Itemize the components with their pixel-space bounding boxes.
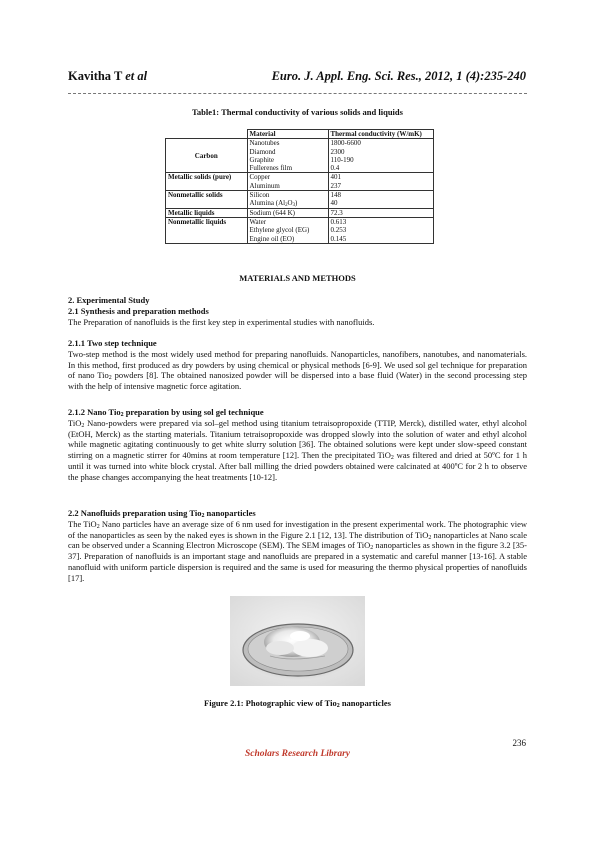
- material-name: Silicon: [249, 191, 270, 200]
- material-name: Aluminum: [249, 181, 280, 190]
- material-name: Graphite: [249, 155, 274, 164]
- table-corner-cell: [166, 130, 248, 139]
- paragraph-sol-gel: TiO$_2$ Nano-powders were prepared via sol–gel method using titanium tetraisopropoxide (TTIP, Merck), distilled water, ethyl alcohol (EtOH, Merck) as the starting materials. Titanium tetraisopropoxide was dropped slowly into the solution of water and ethyl alcohol while magnetic agitating continuously to get white slurry solution [36]. The obtained solutions were kept under slow-speed constant stirring on a magnetic stirrer for 40mins at room temperature [12]. Then the precipitated TiO$_2$ was filtered and dried at 50ºC for 1 h until it was turned into white block crystal. After ball milling the dried powders obtained were calcinated at 400ºC for 2 h to observe the phase changes accompanying the heat treatments [10-12].: [68, 418, 527, 482]
- table-row: [166, 173, 434, 191]
- material-name: Alumina $(Al_2O_3)$: [249, 199, 298, 209]
- material-name: Sodium (644 K): [249, 208, 295, 217]
- conductivity-cell: [328, 217, 434, 243]
- figure-caption: Figure 2.1: Photographic view of Tio$_2$ nanoparticles: [204, 698, 391, 709]
- table-row: [166, 217, 434, 243]
- running-header-citation: Euro. J. Appl. Eng. Sci. Res., 2012, 1 (4):235-240: [271, 69, 526, 83]
- header-rule: [68, 93, 527, 94]
- column-header-material: Material: [247, 130, 328, 139]
- material-name: Copper: [249, 173, 271, 182]
- conductivity-cell: [328, 173, 434, 191]
- table-row: [166, 139, 434, 173]
- material-cell: [247, 139, 328, 173]
- author-etal: et al: [125, 69, 148, 83]
- material-name: Nanotubes: [249, 139, 280, 148]
- column-header-conductivity: Thermal conductivity (W/mK): [328, 130, 434, 139]
- heading-experimental-study: 2. Experimental Study: [68, 295, 150, 305]
- heading-synthesis: 2.1 Synthesis and preparation methods: [68, 306, 209, 316]
- material-name: Diamond: [249, 147, 276, 156]
- category-cell: Metallic liquids: [166, 208, 248, 217]
- conductivity-value: 0.145: [330, 234, 347, 243]
- category-cell: Metallic solids (pure): [166, 173, 248, 191]
- table-title: Table1: Thermal conductivity of various solids and liquids: [192, 107, 403, 117]
- paragraph-two-step: Two-step method is the most widely used method for preparing nanofluids. Nanoparticles, nanofibers, nanotubes, and nanomaterials. In this method, first produced as dry powders by using chemical or physical methods [6-9]. We used sol gel technique for preparation of nano Tio$_2$ powders [8]. The obtained nanosized powder will be dispersed into a base fluid (Water) in the second processing step with the help of intensive magnetic force agitation.: [68, 349, 527, 392]
- material-cell: [247, 173, 328, 191]
- category-cell: Nonmetallic liquids: [166, 217, 248, 243]
- table-row: [166, 208, 434, 217]
- category-cell: Carbon: [166, 139, 248, 173]
- nanoparticle-photo: [230, 596, 365, 686]
- material-name: Engine oil (EO): [249, 234, 295, 243]
- petri-dish-image: [230, 596, 365, 686]
- conductivity-value: 1800-6600: [330, 139, 361, 148]
- material-name: Ethylene glycol (EG): [249, 226, 310, 235]
- conductivity-cell: [328, 139, 434, 173]
- conductivity-value: 148: [330, 191, 341, 200]
- material-name: Fullerenes film: [249, 164, 293, 173]
- conductivity-value: 110-190: [330, 155, 354, 164]
- conductivity-value: 40: [330, 199, 338, 208]
- conductivity-cell: [328, 208, 434, 217]
- paragraph-synthesis: The Preparation of nanofluids is the first key step in experimental studies with nanofluids.: [68, 317, 375, 327]
- section-title: MATERIALS AND METHODS: [239, 273, 356, 283]
- conductivity-value: 0.4: [330, 164, 340, 173]
- paragraph-nanofluids: The TiO$_2$ Nano particles have an average size of 6 nm used for investigation in the present experimental work. The photographic view of the nanoparticles as seen by the naked eyes is shown in the Figure 2.1 [12, 13]. The distribution of TiO$_2$ nanoparticles at Nano scale can be observed under a Scanning Electron Microscope (SEM). The SEM images of TiO$_2$ nanoparticles as shown in the figure 3.2 [35-37]. Preparation of nanofluids is an important stage and nanofluids are prepared in a systematic and careful manner [13-16]. A stable nanofluid with uniform particle dispersion is required and the same is used for measuring the thermo physical properties of nanofluids [17].: [68, 519, 527, 583]
- conductivity-cell: [328, 191, 434, 209]
- conductivity-value: 237: [330, 181, 341, 190]
- material-cell: [247, 217, 328, 243]
- running-header-author: [68, 69, 147, 84]
- material-cell: [247, 208, 328, 217]
- table-header-row: [166, 130, 434, 139]
- material-name: Water: [249, 217, 267, 226]
- conductivity-value: 401: [330, 173, 341, 182]
- conductivity-value: 0.613: [330, 217, 347, 226]
- page-number: 236: [512, 738, 526, 748]
- conductivity-value: 0.253: [330, 226, 347, 235]
- thermal-conductivity-table: [165, 129, 434, 244]
- category-cell: Nonmetallic solids: [166, 191, 248, 209]
- author-name: Kavitha T: [68, 69, 126, 83]
- publisher-footer: Scholars Research Library: [244, 749, 351, 759]
- heading-nanofluids: 2.2 Nanofluids preparation using Tio$_2$ nanoparticles: [68, 508, 256, 519]
- heading-sol-gel: 2.1.2 Nano Tio$_2$ preparation by using sol gel technique: [68, 407, 264, 418]
- material-cell: [247, 191, 328, 209]
- heading-two-step: 2.1.1 Two step technique: [68, 338, 157, 348]
- conductivity-value: 72.3: [330, 208, 343, 217]
- conductivity-value: 2300: [330, 147, 345, 156]
- table-row: [166, 191, 434, 209]
